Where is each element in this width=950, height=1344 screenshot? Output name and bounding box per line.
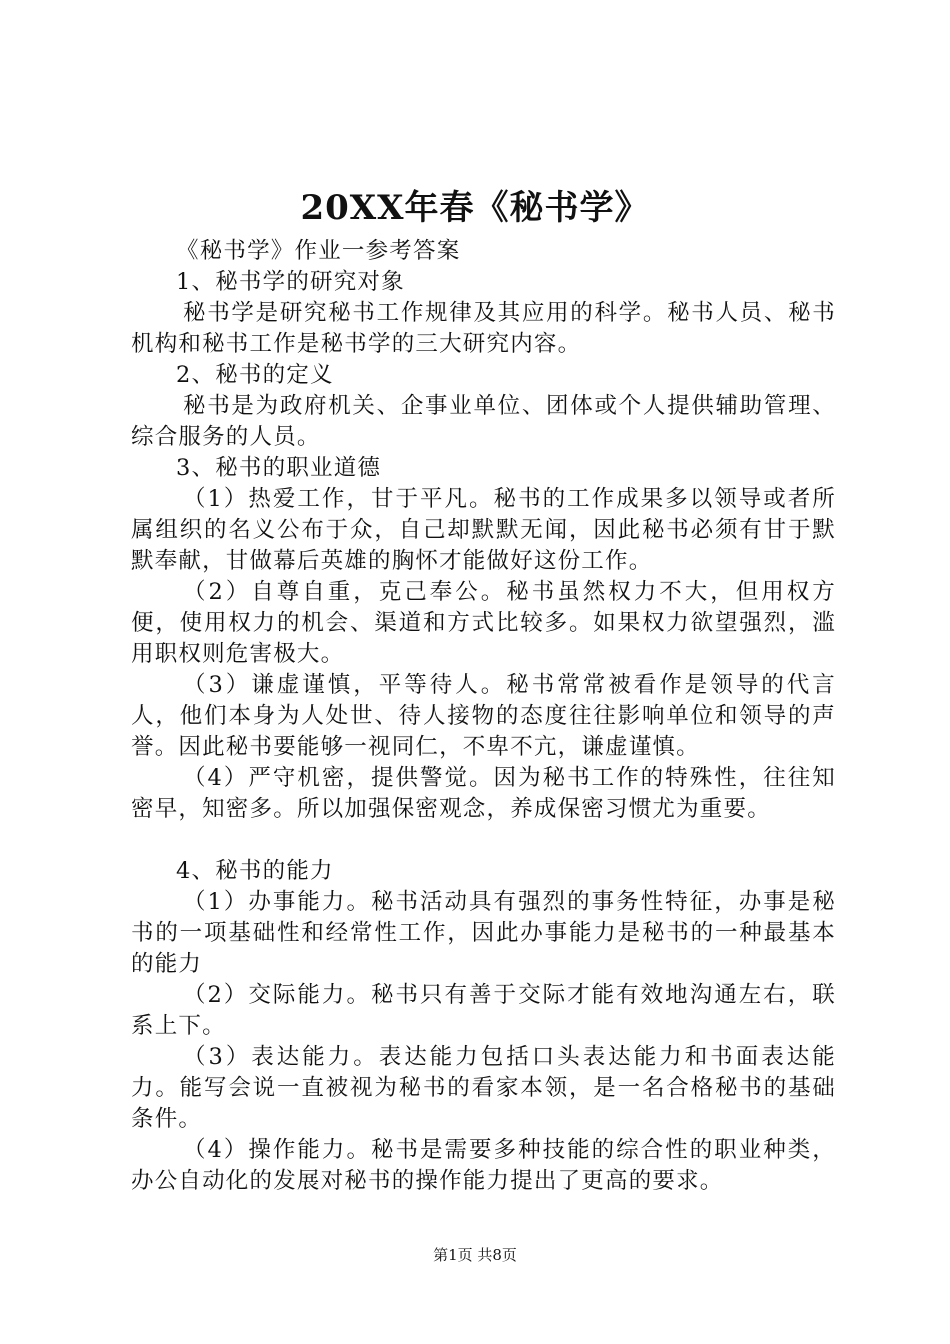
document-body bbox=[131, 236, 836, 1197]
blank-line bbox=[131, 825, 836, 856]
paragraph-ethics-4: （4）严守机密，提供警觉。因为秘书工作的特殊性，往往知密早，知密多。所以加强保密观念，养成保密习惯尤为重要。 bbox=[131, 765, 836, 822]
page-footer: 第1页 共8页 bbox=[433, 1246, 517, 1264]
heading-ethics: 3、秘书的职业道德 bbox=[176, 455, 382, 481]
paragraph-ability-3: （3）表达能力。表达能力包括口头表达能力和书面表达能力。能写会说一直被视为秘书的看家本领，是一名合格秘书的基础条件。 bbox=[131, 1044, 836, 1132]
paragraph-research-object: 秘书学是研究秘书工作规律及其应用的科学。秘书人员、秘书机构和秘书工作是秘书学的三大研究内容。 bbox=[131, 300, 836, 357]
paragraph-ability-2: （2）交际能力。秘书只有善于交际才能有效地沟通左右，联系上下。 bbox=[131, 982, 836, 1039]
paragraph-ability-1: （1）办事能力。秘书活动具有强烈的事务性特征，办事是秘书的一项基础性和经常性工作，因此办事能力是秘书的一种最基本的能力 bbox=[131, 889, 836, 977]
heading-research-object: 1、秘书学的研究对象 bbox=[176, 269, 405, 295]
paragraph-ethics-2: （2）自尊自重，克己奉公。秘书虽然权力不大，但用权方便，使用权力的机会、渠道和方式比较多。如果权力欲望强烈，滥用职权则危害极大。 bbox=[131, 579, 836, 667]
paragraph-ethics-3: （3）谦虚谨慎，平等待人。秘书常常被看作是领导的代言人，他们本身为人处世、待人接物的态度往往影响单位和领导的声誉。因此秘书要能够一视同仁，不卑不亢，谦虚谨慎。 bbox=[131, 672, 836, 760]
paragraph-ability-4: （4）操作能力。秘书是需要多种技能的综合性的职业种类，办公自动化的发展对秘书的操作能力提出了更高的要求。 bbox=[131, 1137, 836, 1194]
paragraph-definition: 秘书是为政府机关、企事业单位、团体或个人提供辅助管理、综合服务的人员。 bbox=[131, 393, 836, 450]
paragraph-subtitle: 《秘书学》作业一参考答案 bbox=[176, 238, 461, 264]
document-title: 20XX年春《秘书学》 bbox=[300, 188, 650, 228]
heading-definition: 2、秘书的定义 bbox=[176, 362, 334, 388]
paragraph-ethics-1: （1）热爱工作，甘于平凡。秘书的工作成果多以领导或者所属组织的名义公布于众，自己却默默无闻，因此秘书必须有甘于默默奉献，甘做幕后英雄的胸怀才能做好这份工作。 bbox=[131, 486, 836, 574]
heading-abilities: 4、秘书的能力 bbox=[176, 858, 334, 884]
